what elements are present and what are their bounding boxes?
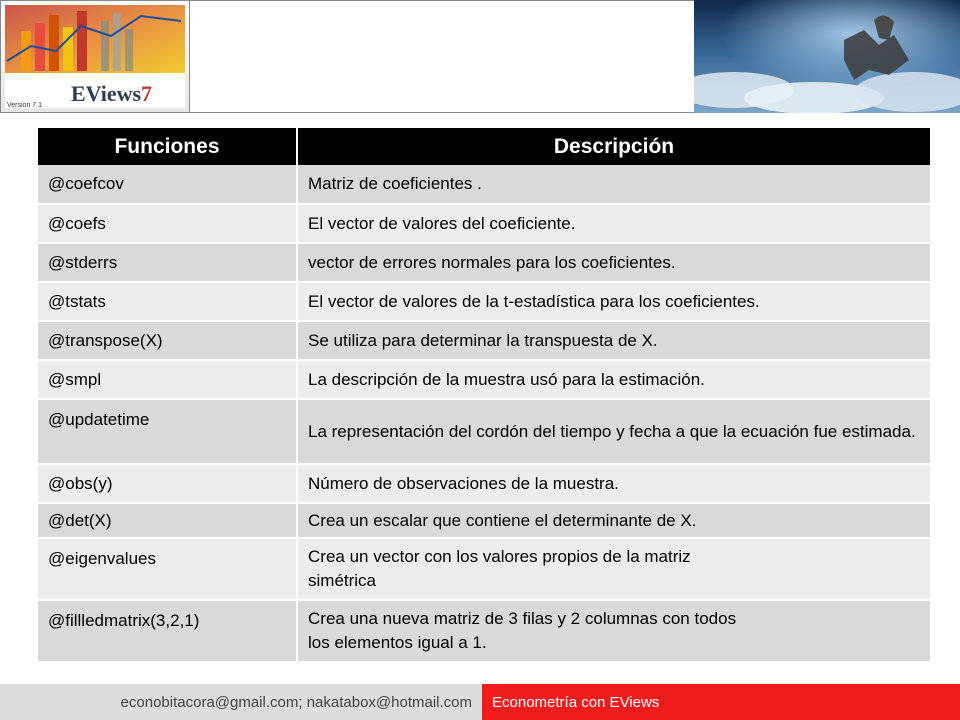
function-description: Crea una nueva matriz de 3 filas y 2 columnas con todos los elementos igual a 1. <box>297 600 930 662</box>
svg-text:7: 7 <box>141 81 152 106</box>
function-description: Crea un vector con los valores propios de la matriz simétrica <box>297 538 930 600</box>
eviews-logo-graphic <box>1 1 189 112</box>
table-row <box>38 243 930 282</box>
function-name: @coefs <box>38 204 297 243</box>
footer-title: Econometría con EViews <box>482 684 960 720</box>
footer-emails: econobitacora@gmail.com; nakatabox@hotmail.com <box>0 684 482 720</box>
function-name: @transpose(X) <box>38 321 297 360</box>
function-name: @coefcov <box>38 165 297 204</box>
function-name: @smpl <box>38 360 297 399</box>
table-row <box>38 204 930 243</box>
function-description: La representación del cordón del tiempo y fecha a que la ecuación fue estimada. <box>297 399 930 464</box>
table-header-row <box>38 128 930 165</box>
function-description: Se utiliza para determinar la transpuesta de X. <box>297 321 930 360</box>
table-row <box>38 282 930 321</box>
table-row <box>38 600 930 662</box>
function-description: Crea un escalar que contiene el determinante de X. <box>297 503 930 538</box>
table-row <box>38 464 930 503</box>
table-row <box>38 538 930 600</box>
svg-text:EViews: EViews <box>71 81 142 106</box>
svg-text:Version 7.1: Version 7.1 <box>7 102 43 109</box>
function-description: vector de errores normales para los coeficientes. <box>297 243 930 282</box>
function-name: @fillledmatrix(3,2,1) <box>38 600 297 662</box>
function-description: El vector de valores del coeficiente. <box>297 204 930 243</box>
function-name: @tstats <box>38 282 297 321</box>
function-name: @eigenvalues <box>38 538 297 600</box>
header-blank-area <box>190 0 694 113</box>
function-name: @det(X) <box>38 503 297 538</box>
functions-table <box>38 128 930 663</box>
header-funciones: Funciones <box>38 128 297 165</box>
table-row <box>38 321 930 360</box>
eviews-logo <box>0 0 190 113</box>
table-row <box>38 165 930 204</box>
function-description: Número de observaciones de la muestra. <box>297 464 930 503</box>
table-row <box>38 503 930 538</box>
function-description: El vector de valores de la t-estadística para los coeficientes. <box>297 282 930 321</box>
table-row <box>38 399 930 464</box>
function-description: Matriz de coeficientes . <box>297 165 930 204</box>
function-name: @obs(y) <box>38 464 297 503</box>
header-photo <box>694 0 960 113</box>
function-name: @stderrs <box>38 243 297 282</box>
function-description: La descripción de la muestra usó para la estimación. <box>297 360 930 399</box>
sky-figure-image <box>694 0 960 113</box>
function-name: @updatetime <box>38 399 297 464</box>
header-descripcion: Descripción <box>297 128 930 165</box>
table-row <box>38 360 930 399</box>
